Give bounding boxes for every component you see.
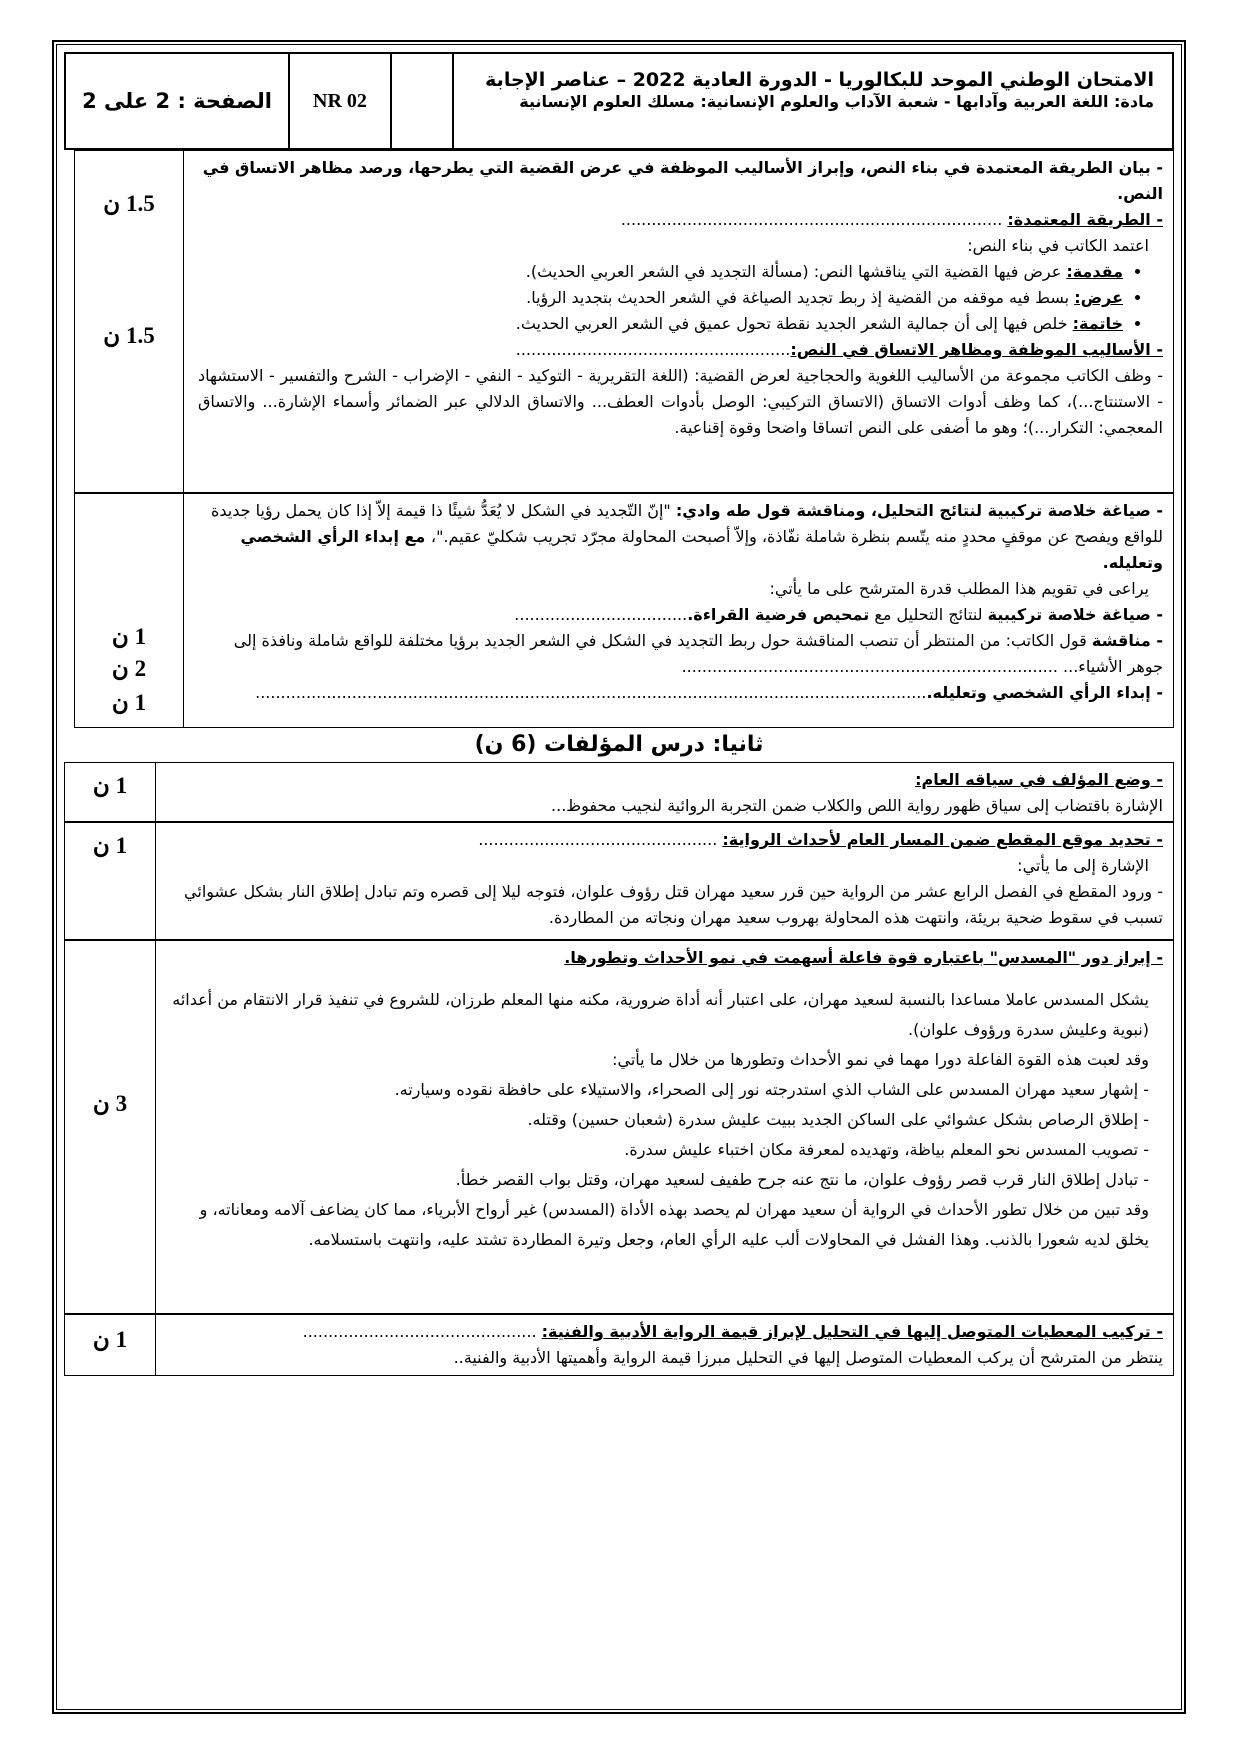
bullet-label: مقدمة: xyxy=(1066,262,1123,281)
score-discussion: 2 ن xyxy=(111,656,147,681)
bullet-intro xyxy=(198,259,1123,285)
section-text: ينتظر من المترشح أن يركب المعطيات المتوصل إليها في التحليل مبرزا قيمة الرواية وأهميتها الأدبية والفنية.. xyxy=(453,1348,1163,1367)
score-method: 1.5 ن xyxy=(103,191,155,216)
section-heading: - بيان الطريقة المعتمدة في بناء النص، وإبراز الأساليب الموظفة في عرض القضية التي يطرحها، ورصد مظاهر الاتساق في النص. xyxy=(202,158,1163,203)
event-item: - إطلاق الرصاص بشكل عشوائي على الساكن الجديد ببيت عليش سدرة (شعبان حسين) وقتله. xyxy=(527,1110,1149,1129)
heading-line xyxy=(170,1319,1163,1345)
score-position: 1 ن xyxy=(92,833,128,858)
section-text: الإشارة باقتضاب إلى سياق ظهور رواية اللص والكلاب ضمن التجربة الروائية لنجيب محفوظ... xyxy=(551,796,1163,815)
styles-label: - الأساليب الموظفة ومظاهر الاتساق في النص: xyxy=(790,340,1163,359)
section-content xyxy=(156,763,1173,821)
header-spacer-cell xyxy=(392,54,454,148)
para-3: وقد تبين من خلال تطور الأحداث في الرواية أن سعيد مهران لم يحصد بهذه الأداة (المسدس) غير أرواح الأبرياء، مما كان يضاعف آلامه ومعاناته، و يخلق لديه شعورا بالذنب. وهذا الفشل في المحاولات ألب عليه الرأي العام، وجعل وتيرة المطاردة تشتد عليه، وانتهت باستسلامه. xyxy=(199,1200,1149,1249)
score-opinion: 1 ن xyxy=(111,690,147,715)
item-synthesis xyxy=(198,602,1163,628)
exam-title-line1: الامتحان الوطني الموحد للبكالوريا - الدورة العادية 2022 – عناصر الإجابة xyxy=(485,69,1154,91)
styles-line xyxy=(198,337,1163,363)
section-content xyxy=(184,494,1173,727)
item-label: - صياغة خلاصة تركيبية xyxy=(987,605,1163,624)
section-method-and-styles xyxy=(74,150,1174,493)
score-column xyxy=(65,763,156,821)
score-pistol-role: 3 ن xyxy=(92,1091,128,1116)
method-label: - الطريقة المعتمدة: xyxy=(1007,210,1163,229)
spacer xyxy=(170,971,1163,985)
bullet-body xyxy=(198,285,1123,311)
bullet-text: خلص فيها إلى أن جمالية الشعر الجديد نقطة تحول عميق في الشعر العربي الحديث. xyxy=(515,314,1073,333)
score-column xyxy=(65,1315,156,1375)
page-number: الصفحة : 2 على 2 xyxy=(66,54,290,148)
section-content xyxy=(156,1315,1173,1375)
exam-title-line2: مادة: اللغة العربية وآدابها - شعبة الآداب والعلوم الإنسانية: مسلك العلوم الإنسانية xyxy=(519,92,1154,111)
score-synthesis-value: 1 ن xyxy=(92,1327,128,1352)
method-dots: ........................................................................... xyxy=(620,210,1008,229)
section-content xyxy=(156,823,1173,939)
score-column xyxy=(75,151,184,492)
bullet-text: بسط فيه موقفه من القضية إذ ربط تجديد الصياغة في الشعر الحديث بتجديد الرؤيا. xyxy=(526,288,1075,307)
item-dots: .................................................................................................................................... xyxy=(255,683,927,702)
event-item: - تصويب المسدس نحو المعلم بياظة، وتهديده لمعرفة مكان اختباء عليش سدرة. xyxy=(624,1140,1149,1159)
heading-bold: - صياغة خلاصة تركيبية لنتائج التحليل، ومناقشة قول طه وادي: xyxy=(675,501,1163,520)
item-label: - مناقشة xyxy=(1091,631,1163,650)
section-content xyxy=(156,941,1173,1313)
heading-tail: مع إبداء الرأي الشخصي وتعليله. xyxy=(240,527,1163,572)
score-synthesis: 1 ن xyxy=(111,624,147,649)
score-column xyxy=(65,823,156,939)
section-work-context xyxy=(64,762,1174,822)
exam-header xyxy=(64,52,1174,150)
grading-note: يراعى في تقويم هذا المطلب قدرة المترشح على ما يأتي: xyxy=(769,579,1149,598)
event-item: - إشهار سعيد مهران المسدس على الشاب الذي استدرجته نور إلى الصحراء، والاستيلاء على حافظة نقوده وسيارته. xyxy=(394,1080,1149,1099)
item-text: لنتائج التحليل مع xyxy=(869,605,988,624)
quote-text: "إنّ التّجديد في الشكل لا يُعَدُّ شيئًا ذا قيمة إلاّ إذا كان يحمل رؤيا جديدة للواقع ويفصح عن موقفٍ محددٍ منه يتّسم بنظرة شاملة نفّاذة، وإلاّ أصبحت المحاولة مجرّد تجريب شكليّ عقيم."، xyxy=(210,501,1163,546)
item-discussion xyxy=(198,628,1163,680)
method-line xyxy=(198,207,1163,233)
score-context: 1 ن xyxy=(92,773,128,798)
item-emphasis: تمحيص فرضية القراءة. xyxy=(687,605,870,624)
score-column xyxy=(75,494,184,727)
synthesis-heading xyxy=(198,498,1163,576)
item-opinion xyxy=(198,680,1163,706)
bullet-label: عرض: xyxy=(1074,288,1123,307)
styles-dots: ...................................................... xyxy=(515,340,791,359)
section-intro: الإشارة إلى ما يأتي: xyxy=(1017,856,1149,875)
section-heading: - وضع المؤلف في سياقه العام: xyxy=(915,770,1163,789)
item-text: قول الكاتب: من المنتظر أن تنصب المناقشة حول ربط التجديد في الشكل في الشعر الجديد برؤيا مختلفة للواقع شاملة ونافذة إلى جوهر الأشياء... xyxy=(233,631,1163,676)
item-label: - إبداء الرأي الشخصي وتعليله. xyxy=(926,683,1163,702)
section-synthesis-and-discussion xyxy=(74,493,1174,728)
part2-heading: ثانيا: درس المؤلفات (6 ن) xyxy=(474,732,764,757)
bullet-conclusion xyxy=(198,311,1123,337)
section-text: - ورود المقطع في الفصل الرابع عشر من الرواية حين قرر سعيد مهران قتل رؤوف علوان، فتوجه ليلا إلى قصره وتم تبادل إطلاق النار بشكل عشوائي تسبب في سقوط ضحية بريئة، وانتهت هذه المحاولة بهروب سعيد مهران ونجاته من المطاردة. xyxy=(184,882,1163,927)
heading-dots: ............................................... xyxy=(478,830,723,849)
para-2: وقد لعبت هذه القوة الفاعلة دورا مهما في نمو الأحداث وتطورها من خلال ما يأتي: xyxy=(612,1050,1149,1069)
heading-line xyxy=(170,827,1163,853)
section-excerpt-position xyxy=(64,822,1174,940)
section-heading: - تحديد موقع المقطع ضمن المسار العام لأحداث الرواية: xyxy=(722,830,1163,849)
heading-dots: .............................................. xyxy=(302,1322,542,1341)
item-dots: .......................................................................... xyxy=(681,657,1064,676)
bullet-label: خاتمة: xyxy=(1072,314,1123,333)
styles-text: - وظف الكاتب مجموعة من الأساليب اللغوية والحجاجية لعرض القضية: (اللغة التقريرية - التوكيد - النفي - الإضراب - الشرح والتفسير - الاستشهاد - الاستنتاج...)، كما وظف أدوات الاتساق (الاتساق التركيبي: الوصل بأدوات العطف... والاتساق الدلالي عبر الضمائر وأسماء الإشارة... والاتساق المعجمي: التكرار...)؛ وهو ما أضفى على النص اتساقا واضحا وقوة إقناعية. xyxy=(198,366,1163,437)
exam-title xyxy=(454,54,1172,148)
event-item: - تبادل إطلاق النار قرب قصر رؤوف علوان، ما نتج عنه جرح طفيف لسعيد مهران، وقتل بواب القصر خطأ. xyxy=(455,1170,1149,1189)
score-styles: 1.5 ن xyxy=(103,323,155,348)
section-pistol-role xyxy=(64,940,1174,1314)
item-dots: .................................. xyxy=(514,605,688,624)
section-synthesis-value xyxy=(64,1314,1174,1376)
section-content xyxy=(184,151,1173,492)
method-bullets xyxy=(198,259,1163,337)
para-1: يشكل المسدس عاملا مساعدا بالنسبة لسعيد مهران، على اعتبار أنه أداة ضرورية، مكنه منها المعلم طرزان، للشروع في تنفيذ قرار الانتقام من أعدائه (نبوية وعليش سدرة ورؤوف علوان). xyxy=(172,990,1149,1039)
bullet-text: عرض فيها القضية التي يناقشها النص: (مسألة التجديد في الشعر العربي الحديث). xyxy=(525,262,1067,281)
section-heading: - تركيب المعطيات المتوصل إليها في التحليل لإبراز قيمة الرواية الأدبية والفنية: xyxy=(541,1322,1163,1341)
section-heading: - إبراز دور "المسدس" باعتباره قوة فاعلة أسهمت في نمو الأحداث وتطورها. xyxy=(564,948,1163,967)
method-intro: اعتمد الكاتب في بناء النص: xyxy=(967,236,1149,255)
exam-code: NR 02 xyxy=(290,54,392,148)
score-column xyxy=(65,941,156,1313)
